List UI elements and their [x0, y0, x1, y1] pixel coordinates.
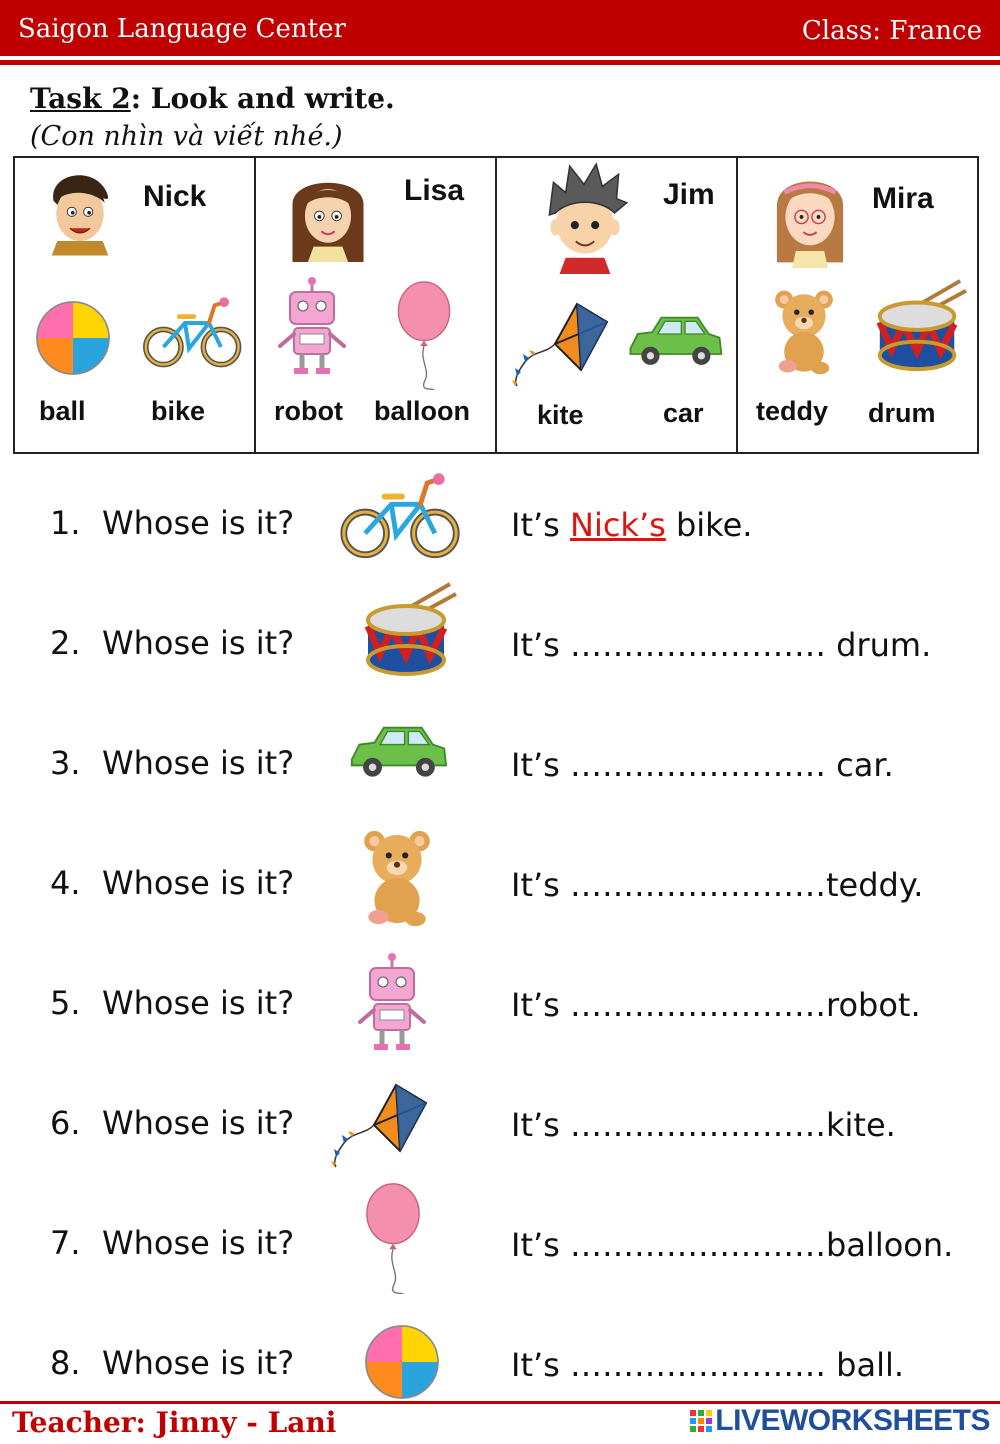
answer-prefix: It’s — [511, 506, 570, 544]
teddy-icon — [356, 826, 438, 930]
question-number: 1. — [50, 504, 81, 542]
item-label: ball — [39, 396, 86, 426]
task-title — [30, 82, 395, 115]
answer-prefix: It’s — [511, 746, 570, 784]
ball-icon — [33, 298, 113, 378]
question-number: 7. — [50, 1224, 81, 1262]
answer-suffix: ball. — [836, 1346, 905, 1384]
car-icon — [625, 312, 725, 376]
liveworksheets-icon — [689, 1408, 713, 1436]
answer-suffix: drum. — [836, 626, 932, 664]
answer-8 — [511, 1346, 904, 1384]
character-name: Nick — [143, 180, 207, 213]
item-label: robot — [274, 396, 343, 426]
drum-icon — [870, 274, 968, 378]
question-text: Whose is it? — [102, 744, 295, 782]
question-number: 8. — [50, 1344, 81, 1382]
question-number: 5. — [50, 984, 81, 1022]
answer-suffix: car. — [836, 746, 894, 784]
lisa-face-icon — [284, 166, 372, 262]
question-text: Whose is it? — [102, 1224, 295, 1262]
mira-face-icon — [766, 164, 854, 268]
character-cell-jim — [497, 158, 738, 452]
answer-blank[interactable]: …………………… — [570, 1106, 826, 1144]
robot-icon — [352, 950, 432, 1054]
answer-prefix: It’s — [511, 1106, 570, 1144]
question-4 — [50, 864, 294, 902]
answer-suffix: robot. — [826, 986, 921, 1024]
answer-suffix: teddy. — [826, 866, 924, 904]
robot-icon — [272, 276, 352, 376]
answer-1 — [511, 506, 752, 544]
jim-face-icon — [537, 162, 633, 274]
answer-blank[interactable]: …………………… — [570, 626, 837, 664]
answer-suffix: balloon. — [826, 1226, 954, 1264]
balloon-icon — [360, 1182, 426, 1294]
brand-text: LIVEWORKSHEETS — [715, 1404, 990, 1437]
question-5 — [50, 984, 294, 1022]
kite-icon — [507, 300, 617, 390]
drum-icon — [358, 578, 458, 682]
character-cell-mira — [738, 158, 977, 452]
answer-filled[interactable]: Nick’s — [570, 506, 666, 544]
answer-6 — [511, 1106, 896, 1144]
question-number: 2. — [50, 624, 81, 662]
character-cell-nick — [15, 158, 256, 452]
question-number: 4. — [50, 864, 81, 902]
answer-prefix: It’s — [511, 1226, 570, 1264]
task-subtitle: (Con nhìn và viết nhé.) — [30, 121, 343, 152]
item-label: teddy — [756, 396, 829, 426]
bike-icon — [141, 290, 245, 372]
teacher-credit: Teacher: Jinny - Lani — [12, 1406, 337, 1439]
character-cell-lisa — [256, 158, 497, 452]
task-instruction: : Look and write. — [130, 82, 395, 115]
question-number: 6. — [50, 1104, 81, 1142]
car-icon — [344, 722, 452, 788]
item-label: kite — [537, 400, 584, 430]
answer-suffix: kite. — [826, 1106, 896, 1144]
bike-icon — [338, 464, 464, 564]
kite-icon — [326, 1080, 436, 1172]
header-rule — [0, 60, 1000, 65]
answer-prefix: It’s — [511, 986, 570, 1024]
item-label: balloon — [374, 396, 470, 426]
answer-suffix: bike. — [665, 506, 753, 544]
teddy-icon — [768, 286, 840, 378]
answer-7 — [511, 1226, 953, 1264]
question-text: Whose is it? — [102, 984, 295, 1022]
question-text: Whose is it? — [102, 864, 295, 902]
character-name: Jim — [663, 178, 715, 211]
question-8 — [50, 1344, 294, 1382]
nick-face-icon — [39, 164, 121, 256]
item-label: bike — [151, 396, 206, 426]
answer-blank[interactable]: …………………… — [570, 746, 837, 784]
question-text: Whose is it? — [102, 1104, 295, 1142]
question-3 — [50, 744, 294, 782]
answer-blank[interactable]: …………………… — [570, 866, 826, 904]
answer-4 — [511, 866, 923, 904]
liveworksheets-logo — [689, 1404, 990, 1438]
class-label: Class: France — [801, 16, 982, 46]
answer-blank[interactable]: …………………… — [570, 1346, 837, 1384]
question-6 — [50, 1104, 294, 1142]
question-1 — [50, 504, 294, 542]
answer-prefix: It’s — [511, 1346, 570, 1384]
question-text: Whose is it? — [102, 624, 295, 662]
school-name: Saigon Language Center — [18, 14, 346, 44]
answer-3 — [511, 746, 894, 784]
task-number: Task 2 — [30, 82, 131, 115]
question-text: Whose is it? — [102, 504, 295, 542]
answer-prefix: It’s — [511, 626, 570, 664]
answer-2 — [511, 626, 931, 664]
answer-blank[interactable]: …………………… — [570, 986, 826, 1024]
header-bar — [0, 0, 1000, 56]
answer-5 — [511, 986, 921, 1024]
item-label: drum — [868, 398, 936, 428]
question-text: Whose is it? — [102, 1344, 295, 1382]
character-grid — [13, 156, 979, 454]
answer-prefix: It’s — [511, 866, 570, 904]
character-name: Mira — [872, 182, 934, 215]
question-2 — [50, 624, 294, 662]
balloon-icon — [392, 280, 456, 390]
question-7 — [50, 1224, 294, 1262]
character-name: Lisa — [404, 174, 465, 207]
item-label: car — [663, 398, 704, 428]
answer-blank[interactable]: …………………… — [570, 1226, 826, 1264]
ball-icon — [362, 1322, 442, 1402]
question-number: 3. — [50, 744, 81, 782]
